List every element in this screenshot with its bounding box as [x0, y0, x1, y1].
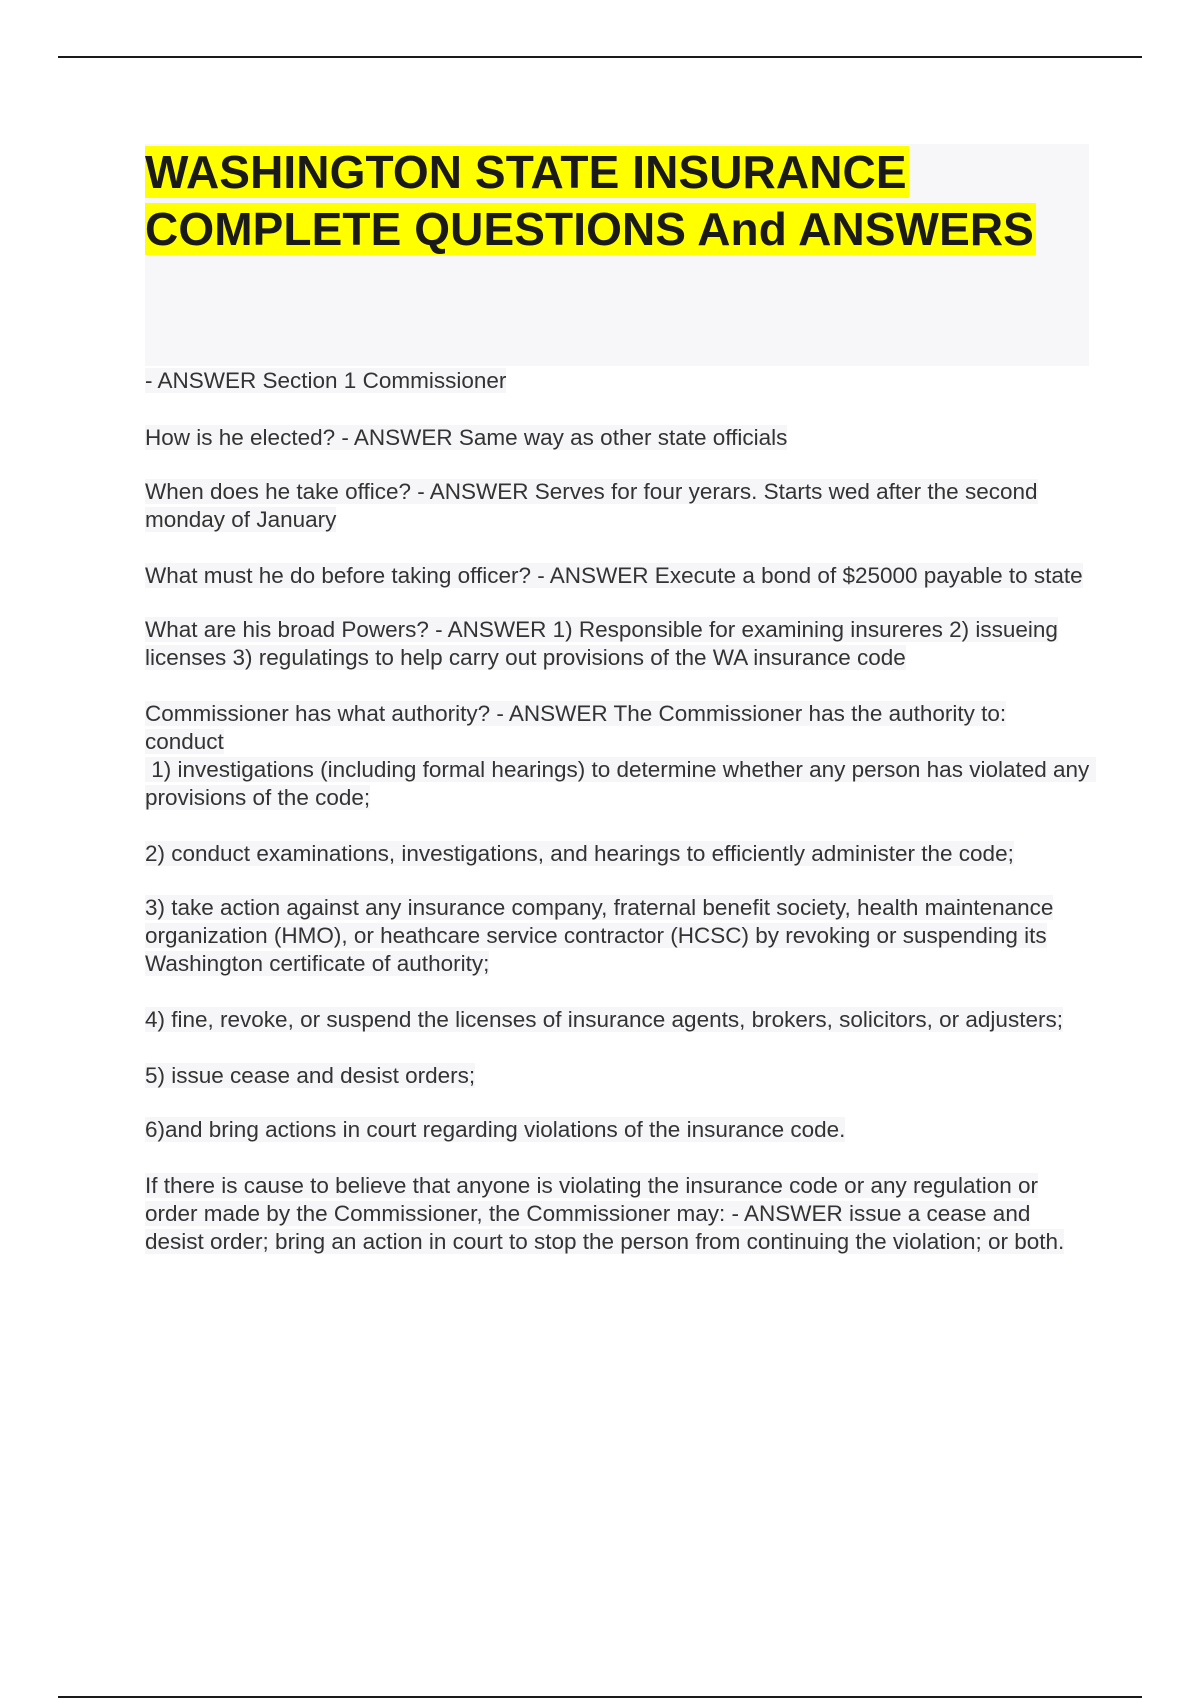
qa-text: 4) fine, revoke, or suspend the licenses of insurance agents, brokers, solicitors, or adjusters;: [145, 1007, 1063, 1032]
qa-entry: [145, 616, 1090, 672]
document-body: [145, 367, 1096, 1256]
title-line-2: COMPLETE QUESTIONS And ANSWERS: [145, 203, 1034, 255]
qa-text: How is he elected? - ANSWER Same way as other state officials: [145, 425, 788, 450]
qa-text: What are his broad Powers? - ANSWER 1) Responsible for examining insureres 2) issueing licenses 3) regulatings to help carry out provisions of the WA insurance code: [145, 617, 1058, 670]
qa-entry: [145, 1062, 1090, 1090]
qa-entry: [145, 1172, 1090, 1256]
qa-entry: [145, 840, 1090, 868]
qa-entry: [145, 367, 1090, 395]
qa-entry: [145, 1006, 1090, 1034]
qa-text: - ANSWER Section 1 Commissioner: [145, 368, 507, 393]
qa-entry: [145, 756, 1096, 812]
qa-text: 6)and bring actions in court regarding violations of the insurance code.: [145, 1117, 846, 1142]
qa-text: When does he take office? - ANSWER Serves for four yerars. Starts wed after the second monday of January: [145, 479, 1038, 532]
qa-text: What must he do before taking officer? - ANSWER Execute a bond of $25000 payable to state: [145, 563, 1083, 588]
qa-entry: [145, 1116, 1090, 1144]
qa-entry: [145, 700, 1090, 756]
top-rule: [58, 56, 1142, 58]
qa-text: 1) investigations (including formal hearings) to determine whether any person has violated any provisions of the code;: [145, 757, 1096, 810]
title-line-1: WASHINGTON STATE INSURANCE: [145, 146, 907, 198]
qa-text: If there is cause to believe that anyone is violating the insurance code or any regulation or order made by the Commissioner, the Commissioner may: - ANSWER issue a cease and desist order; bring an action in court to stop the person from continuing the violation; or both.: [145, 1173, 1065, 1254]
qa-text: Commissioner has what authority? - ANSWER The Commissioner has the authority to: conduct: [145, 701, 1007, 754]
qa-entry: [145, 562, 1090, 590]
document-title: [145, 144, 1089, 258]
qa-entry: [145, 894, 1090, 978]
title-block: [145, 144, 1089, 366]
qa-entry: [145, 478, 1090, 534]
qa-text: 3) take action against any insurance company, fraternal benefit society, health maintenance organization (HMO), or heathcare service contractor (HCSC) by revoking or suspending its Washington certificate of authority;: [145, 895, 1054, 976]
qa-text: 5) issue cease and desist orders;: [145, 1063, 476, 1088]
bottom-rule: [58, 1696, 1142, 1698]
qa-text: 2) conduct examinations, investigations, and hearings to efficiently administer the code;: [145, 841, 1014, 866]
qa-entry: [145, 424, 1090, 452]
